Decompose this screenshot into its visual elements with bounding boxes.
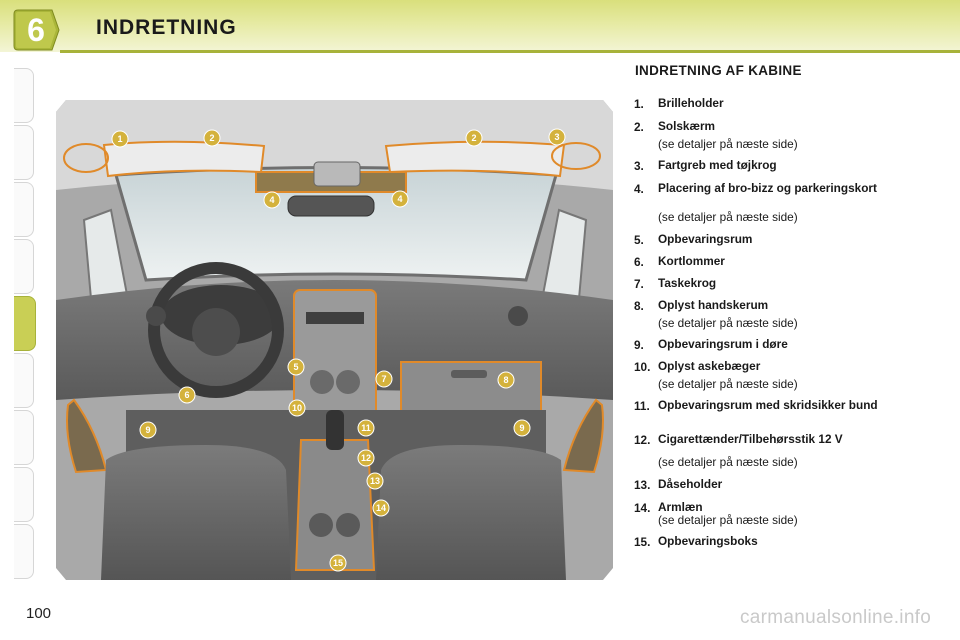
item-note: (se detaljer på næste side) [658, 316, 798, 330]
svg-text:9: 9 [145, 425, 151, 435]
item-number: 10. [634, 360, 651, 374]
callout-2-icon [466, 130, 482, 146]
item-number: 6. [634, 255, 644, 269]
chapter-tab[interactable] [14, 239, 34, 294]
item-note: (se detaljer på næste side) [658, 377, 798, 391]
chapter-number: 6 [27, 11, 45, 48]
svg-text:2: 2 [209, 133, 215, 143]
chapter-tabs [14, 68, 36, 578]
svg-text:3: 3 [554, 132, 560, 142]
item-number: 12. [634, 433, 651, 447]
page-number: 100 [26, 605, 52, 622]
chapter-tab[interactable] [14, 353, 34, 408]
callout-6-icon [179, 387, 195, 403]
item-number: 15. [634, 535, 651, 549]
item-number: 13. [634, 478, 651, 492]
callout-13-icon [367, 473, 383, 489]
item-label: Opbevaringsrum med skridsikker bund [658, 398, 878, 412]
callout-2-icon [204, 130, 220, 146]
item-number: 9. [634, 338, 644, 352]
chapter-title: INDRETNING [96, 16, 237, 39]
callout-4-icon [264, 192, 280, 208]
item-label: Solskærm [658, 119, 716, 133]
cabin-illustration [56, 100, 613, 580]
item-label: Kortlommer [658, 254, 725, 268]
item-label: Fartgreb med tøjkrog [658, 158, 777, 172]
item-note: (se detaljer på næste side) [658, 455, 798, 469]
svg-text:6: 6 [184, 390, 190, 400]
chapter-tab[interactable] [14, 524, 34, 579]
svg-text:9: 9 [519, 423, 525, 433]
chapter-tab[interactable] [14, 467, 34, 522]
chapter-tab[interactable] [14, 182, 34, 237]
item-note: (se detaljer på næste side) [658, 513, 798, 527]
header-underline [60, 50, 960, 53]
callout-15-icon [330, 555, 346, 571]
svg-text:1: 1 [117, 134, 123, 144]
callout-14-icon [373, 500, 389, 516]
callout-7-icon [376, 371, 392, 387]
item-number: 3. [634, 159, 644, 173]
item-label: Oplyst handskerum [658, 298, 769, 312]
svg-text:15: 15 [332, 558, 344, 568]
chapter-tab[interactable] [14, 410, 34, 465]
watermark-text: carmanualsonline.info [740, 607, 932, 628]
item-note: (se detaljer på næste side) [658, 210, 798, 224]
item-number: 5. [634, 233, 644, 247]
item-label: Oplyst askebæger [658, 359, 761, 373]
item-number: 4. [634, 182, 644, 196]
item-note: (se detaljer på næste side) [658, 137, 798, 151]
svg-text:13: 13 [369, 476, 381, 486]
item-label: Dåseholder [658, 477, 723, 491]
item-number: 11. [634, 399, 650, 413]
callout-5-icon [288, 359, 304, 375]
chapter-tab-active[interactable] [14, 296, 36, 351]
callout-12-icon [358, 450, 374, 466]
callout-3-icon [549, 129, 565, 145]
svg-text:4: 4 [397, 194, 403, 204]
item-label: Taskekrog [658, 276, 717, 290]
item-number: 14. [634, 501, 651, 515]
item-number: 2. [634, 120, 644, 134]
svg-text:4: 4 [269, 195, 275, 205]
item-label: Opbevaringsrum i døre [658, 337, 788, 351]
item-label: Opbevaringsrum [658, 232, 753, 246]
callout-9-icon [514, 420, 530, 436]
svg-text:2: 2 [471, 133, 477, 143]
callout-9-icon [140, 422, 156, 438]
item-label: Armlæn [658, 500, 703, 514]
svg-text:14: 14 [375, 503, 387, 513]
svg-text:8: 8 [503, 375, 509, 385]
item-number: 7. [634, 277, 644, 291]
chapter-tab[interactable] [14, 68, 34, 123]
svg-text:5: 5 [293, 362, 299, 372]
svg-text:11: 11 [361, 423, 371, 433]
callout-1-icon [112, 131, 128, 147]
item-label: Opbevaringsboks [658, 534, 758, 548]
item-label: Brilleholder [658, 96, 724, 110]
item-label: Cigarettænder/Tilbehørsstik 12 V [658, 432, 843, 446]
callout-10-icon [289, 400, 305, 416]
item-number: 8. [634, 299, 644, 313]
item-number: 1. [634, 97, 644, 111]
section-title: INDRETNING AF KABINE [635, 63, 802, 78]
chapter-tab[interactable] [14, 125, 34, 180]
item-label: Placering af bro-bizz og parkeringskort [658, 181, 877, 195]
callout-11-icon [358, 420, 374, 436]
svg-text:10: 10 [291, 403, 303, 413]
callout-4-icon [392, 191, 408, 207]
svg-text:12: 12 [360, 453, 372, 463]
callout-8-icon [498, 372, 514, 388]
svg-text:7: 7 [381, 374, 387, 384]
